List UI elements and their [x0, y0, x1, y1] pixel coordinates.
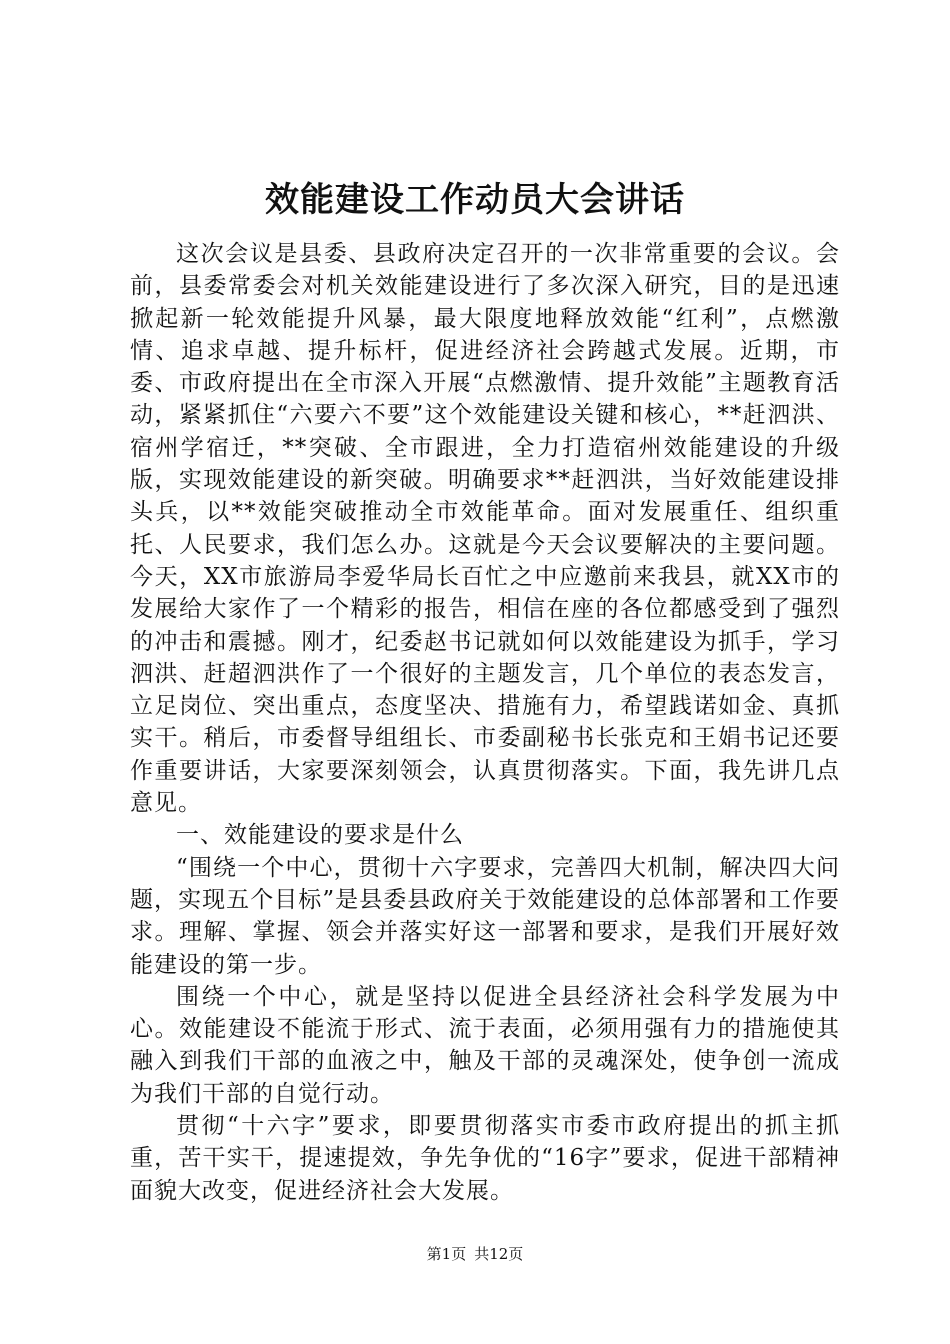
page-footer [0, 1244, 950, 1264]
section-paragraph-2: 围绕一个中心，就是坚持以促进全县经济社会科学发展为中心。效能建设不能流于形式、流于表面，必须用强有力的措施使其融入到我们干部的血液之中，触及干部的灵魂深处，使争创一流成为我们干部的自觉行动。 [130, 983, 840, 1107]
section-paragraph-1: “围绕一个中心，贯彻十六字要求，完善四大机制，解决四大问题，实现五个目标”是县委县政府关于效能建设的总体部署和工作要求。理解、掌握、领会并落实好这一部署和要求，是我们开展好效能建设的第一步。 [130, 854, 840, 978]
page-number: 第1页 [426, 1245, 467, 1263]
document-body [130, 238, 840, 1207]
intro-paragraph: 这次会议是县委、县政府决定召开的一次非常重要的会议。会前，县委常委会对机关效能建设进行了多次深入研究，目的是迅速掀起新一轮效能提升风暴，最大限度地释放效能“红利”，点燃激情、追求卓越、提升标杆，促进经济社会跨越式发展。近期，市委、市政府提出在全市深入开展“点燃激情、提升效能”主题教育活动，紧紧抓住“六要六不要”这个效能建设关键和核心，**赶泗洪、宿州学宿迁，**突破、全市跟进，全力打造宿州效能建设的升级版，实现效能建设的新突破。明确要求**赶泗洪，当好效能建设排头兵，以**效能突破推动全市效能革命。面对发展重任、组织重托、人民要求，我们怎么办。这就是今天会议要解决的主要问题。今天，XX市旅游局李爱华局长百忙之中应邀前来我县，就XX市的发展给大家作了一个精彩的报告，相信在座的各位都感受到了强烈的冲击和震撼。刚才，纪委赵书记就如何以效能建设为抓手，学习泗洪、赶超泗洪作了一个很好的主题发言，几个单位的表态发言，立足岗位、突出重点，态度坚决、措施有力，希望践诺如金、真抓实干。稍后，市委督导组组长、市委副秘书长张克和王娟书记还要作重要讲话，大家要深刻领会，认真贯彻落实。下面，我先讲几点意见。 [130, 241, 840, 817]
page-total: 共12页 [474, 1245, 524, 1263]
section-heading: 一、效能建设的要求是什么 [176, 822, 464, 849]
document-title: 效能建设工作动员大会讲话 [265, 180, 685, 220]
section-paragraph-3: 贯彻“十六字”要求，即要贯彻落实市委市政府提出的抓主抓重，苦干实干，提速提效，争先争优的“16字”要求，促进干部精神面貌大改变，促进经济社会大发展。 [130, 1113, 840, 1204]
